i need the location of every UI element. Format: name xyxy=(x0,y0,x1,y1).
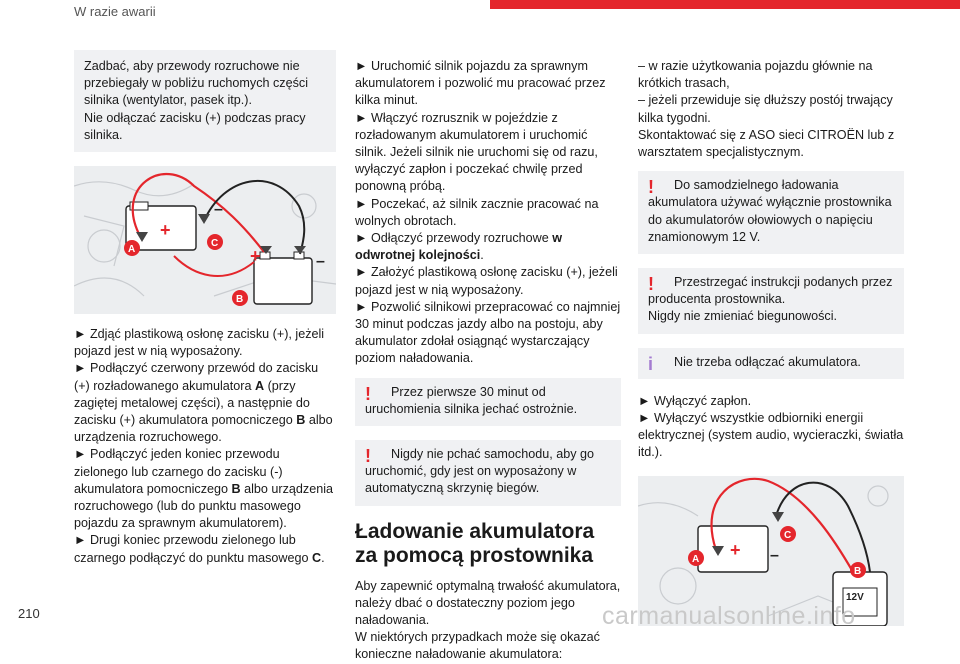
warning-icon: ! xyxy=(365,383,371,404)
label-c: C xyxy=(784,529,792,541)
jump-start-illustration xyxy=(74,166,336,314)
voltage-label: 12V xyxy=(846,591,864,603)
step: ► Podłączyć jeden koniec przewodu zielonego lub czarnego do zacisku (-) akumulatora pomocniczego B albo urządzenia rozruchowego (lub do punktu masowego pojazdu za sprawnym akumulatorem). xyxy=(74,447,334,531)
minus-sign: – xyxy=(214,201,223,219)
minus-sign: – xyxy=(770,546,779,564)
watermark: carmanualsonline.info xyxy=(602,602,856,630)
warning-box: ! Przestrzegać instrukcji podanych przez producenta prostownika. Nigdy nie zmieniać biegunowości. xyxy=(638,268,904,334)
warning-box: ! Przez pierwsze 30 minut od uruchomienia silnika jechać ostrożnie. xyxy=(355,378,621,426)
section-title: W razie awarii xyxy=(74,4,156,19)
caution-note xyxy=(74,50,336,152)
booster-battery xyxy=(254,252,312,304)
label-c: C xyxy=(211,238,219,250)
warning-box: ! Do samodzielnego ładowania akumulatora używać wyłącznie prostownika do akumulatorów ołowiowych o napięciu znamionowym 12 V. xyxy=(638,171,904,254)
paragraph: Aby zapewnić optymalną trwałość akumulatora, należy dbać o dostateczny poziom jego naładowania. xyxy=(355,578,621,628)
paragraph: – jeżeli przewiduje się dłuższy postój trwający kilka tygodni. xyxy=(638,93,893,125)
warning-icon: ! xyxy=(648,177,654,198)
info-box: i Nie trzeba odłączać akumulatora. xyxy=(638,348,904,379)
label-a: A xyxy=(692,553,700,565)
info-icon: i xyxy=(648,353,654,374)
paragraph: – w razie użytkowania pojazdu głównie na krótkich trasach, xyxy=(638,59,873,91)
label-b: B xyxy=(236,294,244,306)
step: ► Drugi koniec przewodu zielonego lub czarnego podłączyć do punktu masowego C. xyxy=(74,533,325,565)
minus-sign: – xyxy=(316,253,325,271)
label-a: A xyxy=(128,244,136,256)
step: ► Uruchomić silnik pojazdu za sprawnym akumulatorem i pozwolić mu pracować przez kilka minut. xyxy=(355,59,606,108)
warning-icon: ! xyxy=(365,446,371,467)
step: ► Założyć plastikową osłonę zacisku (+), jeżeli pojazd jest w nią wyposażony. xyxy=(355,265,618,297)
step: ► Wyłączyć zapłon. xyxy=(638,393,752,408)
column-1 xyxy=(74,50,336,567)
warning-box: ! Nigdy nie pchać samochodu, aby go uruchomić, gdy jest on wyposażony w automatyczną skrzynię biegów. xyxy=(355,440,621,506)
label-b: B xyxy=(854,565,862,577)
note-line: Zadbać, aby przewody rozruchowe nie przebiegały w pobliżu ruchomych części silnika (wentylator, pasek itp.). xyxy=(84,59,308,108)
step: ► Pozwolić silnikowi przepracować co najmniej 30 minut podczas jazdy albo na postoju, aby akumulator zdołał osiągnąć wystarczający poziom naładowania. xyxy=(355,299,621,366)
plus-sign: + xyxy=(250,246,261,267)
column-3 xyxy=(638,58,904,626)
step: ► Podłączyć czerwony przewód do zacisku (+) rozładowanego akumulatora A (przy zagiętej metalowej części), a następnie do zacisku (+) akumulatora pomocniczego B albo urządzenia rozruchowego. xyxy=(74,361,333,445)
jump-start-diagram xyxy=(74,166,336,314)
plus-sign: + xyxy=(730,539,741,560)
header-accent-bar xyxy=(490,0,960,9)
step: ► Wyłączyć wszystkie odbiorniki energii elektrycznej (system audio, wycieraczki, światła itd.). xyxy=(638,411,904,460)
column-2 xyxy=(355,58,621,664)
page-number: 210 xyxy=(18,606,40,621)
step: ► Poczekać, aż silnik zacznie pracować na wolnych obrotach. xyxy=(355,196,599,228)
section-heading: Ładowanie akumulatora za pomocą prostownika xyxy=(355,519,595,567)
step: ► Odłączyć przewody rozruchowe w odwrotnej kolejności. xyxy=(355,231,563,263)
warning-icon: ! xyxy=(648,274,654,295)
step: ► Włączyć rozrusznik w pojeździe z rozładowanym akumulatorem i uruchomić silnik. Jeżeli silnik nie uruchomi się od razu, wyłączyć zapłon i poczekać chwilę przed ponowną próbą. xyxy=(355,110,598,194)
step: ► Zdjąć plastikową osłonę zacisku (+), jeżeli pojazd jest w nią wyposażony. xyxy=(74,327,325,359)
plus-sign: + xyxy=(160,220,171,241)
note-line: Nie odłączać zacisku (+) podczas pracy silnika. xyxy=(84,110,306,142)
paragraph: W niektórych przypadkach może się okazać konieczne naładowanie akumulatora: xyxy=(355,630,600,662)
paragraph: Skontaktować się z ASO sieci CITROËN lub z warsztatem specjalistycznym. xyxy=(638,127,895,160)
